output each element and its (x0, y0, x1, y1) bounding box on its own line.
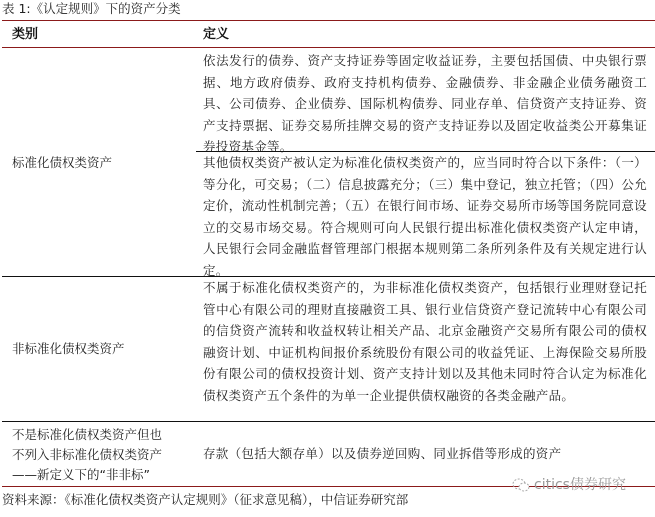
wechat-icon (512, 478, 530, 492)
header-definition: 定义 (203, 27, 230, 42)
row-divider-2 (2, 421, 655, 422)
category-non-non-standard-line-2: 不列入非标准化债权类资产 (12, 447, 163, 462)
category-non-non-standard-line-1: 不是标准化债权类资产但也 (12, 427, 163, 442)
header-category: 类别 (12, 27, 39, 42)
header-bottom-rule (2, 47, 655, 48)
definition-standardized-1: 依法发行的债券、资产支持证券等固定收益证券，主要包括国债、中央银行票据、地方政府债券、政府支持机构债券、金融债券、非金融企业债务融资工具、公司债券、企业债券、国际机构债券、同业存单、信贷资产支持证券、资产支持票据、证券交易所挂牌交易的资产支持证券以及固定收益类公开募集证券投资基金等。 (203, 53, 647, 154)
definition-standardized-2: 其他债权类资产被认定为标准化债权类资产的，应当同时符合以下条件：（一）等分化，可交易；（二）信息披露充分；（三）集中登记，独立托管；（四）公允定价，流动性机制完善；（五）在银行间市场、证券交易所市场等国务院同意设立的交易市场交易。符合规则可向人民银行提出标准化债权类资产认定申请，人民银行会同金融监督管理部门根据本规则第二条所列条件及有关规定进行认定。 (203, 155, 647, 278)
table-top-rule (2, 20, 655, 21)
source-note: 资料来源：《标准化债权类资产认定规则》（征求意见稿），中信证券研究部 (2, 492, 409, 507)
table-caption: 表 1:《认定规则》下的资产分类 (2, 1, 181, 16)
definition-non-non-standard: 存款（包括大额存单）以及债券逆回购、同业拆借等形成的资产 (203, 446, 562, 461)
category-standardized: 标准化债权类资产 (12, 155, 113, 170)
watermark-text: citics债券研究 (534, 477, 626, 493)
category-non-standardized: 非标准化债权类资产 (12, 341, 125, 356)
definition-non-standardized: 不属于标准化债权类资产的，为非标准化债权类资产，包括银行业理财登记托管中心有限公司的理财直接融资工具、银行业信贷资产登记流转中心有限公司的信贷资产流转和收益权转让相关产品、北京金融资产交易所有限公司的债权融资计划、中证机构间报价系统股份有限公司的收益凭证、上海保险交易所股份有限公司的债权投资计划、资产支持计划以及其他未同时符合认定为标准化债权类资产五个条件的为单一企业提供债权融资的各类金融产品。 (203, 280, 647, 403)
category-non-non-standard-line-3: ——新定义下的“非非标” (12, 467, 150, 482)
watermark (512, 475, 626, 495)
